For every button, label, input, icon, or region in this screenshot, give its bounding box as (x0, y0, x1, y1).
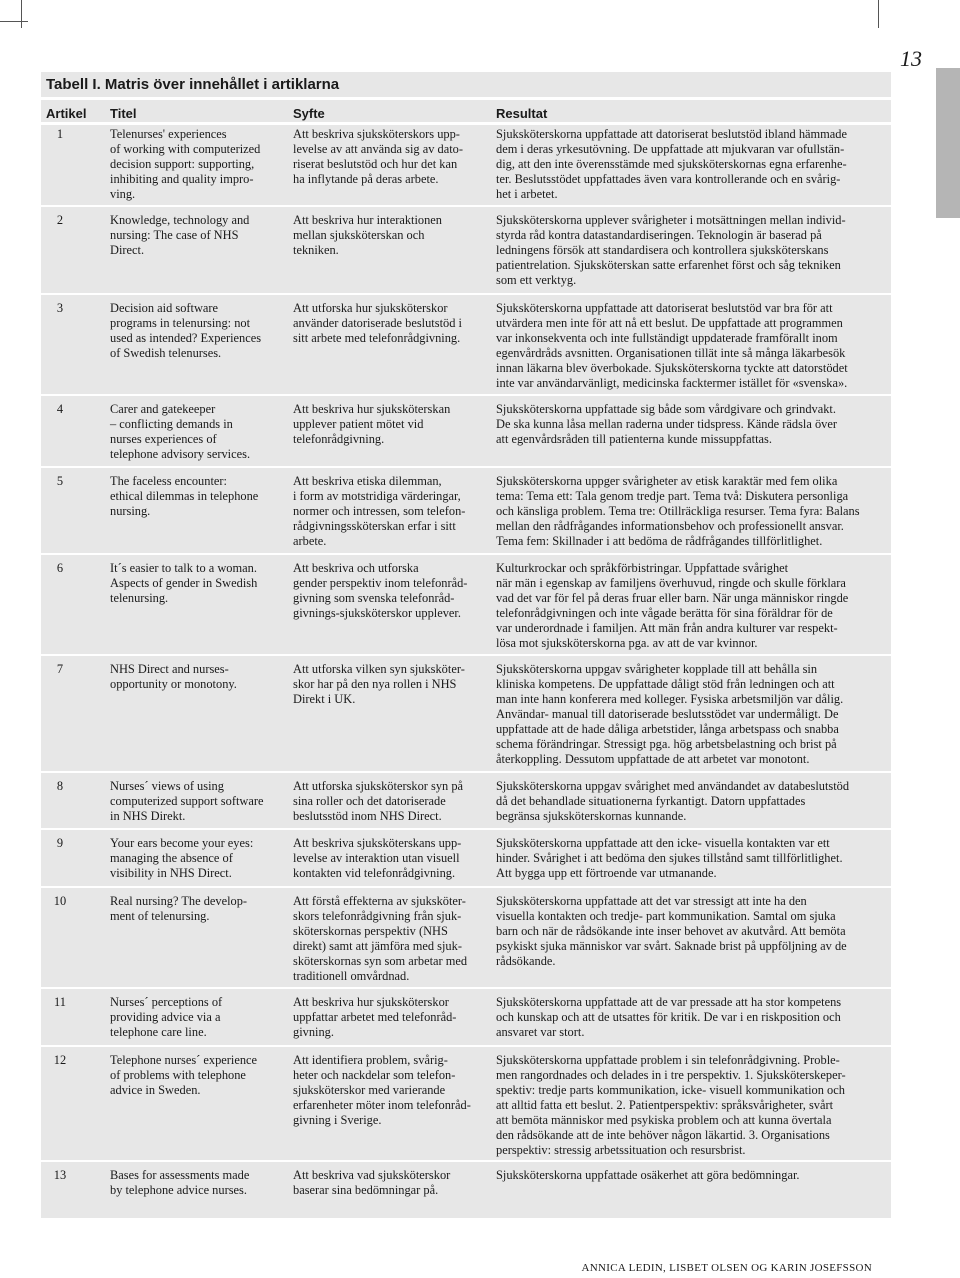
row-title: NHS Direct and nurses- opportunity or monotony. (110, 662, 237, 691)
row-syfte: Att beskriva sjuksköterskans upp- levelse av interaktion utan visuell kontakten vid telefonrådgivning. (293, 836, 462, 880)
row-syfte: Att beskriva vad sjuksköterskor baserar sina bedömningar på. (293, 1168, 451, 1197)
row-syfte: Att utforska vilken syn sjuksköter- skor har på den nya rollen i NHS Direkt i UK. (293, 662, 465, 706)
row-number: 12 (53, 1053, 67, 1067)
crop-mark-top (0, 21, 28, 22)
row-separator (41, 1160, 891, 1162)
row-title: Telephone nurses´ experience of problems with telephone advice in Sweden. (110, 1053, 258, 1097)
row-title: Nurses´ perceptions of providing advice via a telephone care line. (110, 995, 223, 1039)
row-separator (41, 466, 891, 468)
row-separator (41, 293, 891, 295)
row-resultat: Sjuksköterskorna uppfattade osäkerhet att göra bedömningar. (496, 1168, 800, 1182)
row-separator (41, 553, 891, 555)
crop-mark-right (878, 0, 879, 28)
row-separator (41, 205, 891, 207)
row-resultat: Kulturkrockar och språkförbistringar. Uppfattade svårighet när män i egenskap av familjens överhuvud, ringde och skulle förklara vad det var för fel på deras fruar eller barn. När unga människor ringde telefonrådgivningen och inte vågade berätta för sina föräldrar för de var underordnade i familjen. Att män från andra kulturer var respekt- lösa mot sjuksköterskorna pga. av att de var kvinnor. (496, 561, 849, 650)
row-title: Nurses´ views of using computerized support software in NHS Direkt. (110, 779, 264, 823)
row-number: 7 (56, 662, 64, 676)
row-number: 3 (56, 301, 64, 315)
row-title: The faceless encounter: ethical dilemmas in telephone nursing. (110, 474, 259, 518)
row-resultat: Sjuksköterskorna uppfattade att datoriserat beslutstöd var bra för att utvärdera men inte för att nå ett beslut. De uppfattade att programmen var inkonsekventa och inte fullständigt uppdaterade framförallt inom egenvårdråds avsnitten. Organisationen tillät inte så många läkarbesök innan läkarna blev överbokade. Sjuksköterskorna tyckte att datorstödet inte var användarvänligt, medicinska facktermer istället för «svenska». (496, 301, 848, 390)
row-title: It´s easier to talk to a woman. Aspects of gender in Swedish telenursing. (110, 561, 258, 605)
row-separator (41, 1045, 891, 1047)
row-number: 10 (53, 894, 67, 908)
header-resultat: Resultat (496, 106, 548, 121)
row-title: Bases for assessments made by telephone advice nurses. (110, 1168, 250, 1197)
row-syfte: Att identifiera problem, svårig- heter och nackdelar som telefon- sjuksköterskor med varierande erfarenheter möter inom telefonråd- givning i Sverige. (293, 1053, 471, 1127)
row-syfte: Att beskriva hur sjuksköterskor uppfattar arbetet med telefonråd- givning. (293, 995, 457, 1039)
row-title: Real nursing? The develop- ment of telenursing. (110, 894, 248, 923)
row-number: 13 (53, 1168, 67, 1182)
row-title: Your ears become your eyes: managing the absence of visibility in NHS Direct. (110, 836, 254, 880)
row-number: 4 (56, 402, 64, 416)
row-resultat: Sjuksköterskorna uppfattade att de var pressade att ha stor kompetens och kunskap och att de utsattes för kritik. De var i en riskposition och ansvaret var stort. (496, 995, 842, 1039)
header-artikel: Artikel (46, 106, 87, 121)
row-separator (41, 828, 891, 830)
row-separator (41, 771, 891, 773)
row-separator (41, 987, 891, 989)
table-title: Tabell I. Matris över innehållet i artiklarna (46, 76, 340, 93)
row-resultat: Sjuksköterskorna uppgav svårighet med användandet av databeslutstöd då det behandlade situationerna fyrkantigt. Datorn uppfattades begränsa sjuksköterskornas kunnande. (496, 779, 850, 823)
row-number: 11 (54, 995, 66, 1009)
row-title: Telenurses' experiences of working with computerized decision support: supporting, inhibiting and quality impro- ving. (110, 127, 261, 201)
row-title: Decision aid software programs in telenursing: not used as intended? Experiences of Swedish telenurses. (110, 301, 262, 360)
row-resultat: Sjuksköterskorna uppfattade sig både som vårdgivare och grindvakt. De ska kunna låsa mellan raderna under tidspress. Kände rädsla över att egenvårdsråden till patienterna kunde missuppfattas. (496, 402, 837, 446)
row-number: 9 (56, 836, 64, 850)
page-footer-authors: ANNICA LEDIN, LISBET OLSEN OG KARIN JOSEFSSON (581, 1262, 872, 1274)
row-resultat: Sjuksköterskorna upplever svårigheter i motsättningen mellan individ- styrda råd kontra datastandardiseringen. Teknologin är baserad på ledningens försök att standardisera och kontrollera sjuksköterskans patientrelation. Sjuksköterskan satte erfarenhet först och såg tekniken som ett verktyg. (496, 213, 846, 287)
row-resultat: Sjuksköterskorna uppfattade att den icke- visuella kontakten var ett hinder. Svårighet i att bedöma den sjukes tillstånd samt tillförlitlighet. Att bygga upp ett förtroende var utmanande. (496, 836, 843, 880)
header-syfte: Syfte (293, 106, 325, 121)
row-syfte: Att beskriva och utforska gender perspektiv inom telefonråd- givning som svenska telefonråd- givnings-sjuksköterskor upplever. (293, 561, 468, 620)
row-separator (41, 886, 891, 888)
row-title: Carer and gatekeeper – conflicting demands in nurses experiences of telephone advisory services. (110, 402, 251, 461)
crop-mark-left (21, 0, 22, 28)
row-syfte: Att förstå effekterna av sjuksköter- skors telefonrådgivning från sjuk- sköterskornas perspektiv (NHS direkt) samt att jämföra med sjuk- sköterskornas syn som arbetar med traditionell omvårdnad. (293, 894, 468, 983)
row-number: 2 (56, 213, 64, 227)
row-syfte: Att beskriva etiska dilemman, i form av motstridiga värderingar, normer och intressen, som telefon- rådgivningssköterskan erfar i sitt arbete. (293, 474, 466, 548)
row-title: Knowledge, technology and nursing: The case of NHS Direct. (110, 213, 250, 257)
row-number: 5 (56, 474, 64, 488)
row-syfte: Att utforska hur sjuksköterskor använder datoriserade beslutstöd i sitt arbete med telefonrådgivning. (293, 301, 462, 345)
row-syfte: Att beskriva sjuksköterskors upp- levelse av att använda sig av dato- riserat beslutstöd och hur det kan ha inflytande på deras arbete. (293, 127, 463, 186)
row-separator (41, 394, 891, 396)
header-titel: Titel (110, 106, 137, 121)
row-resultat: Sjuksköterskorna uppgav svårigheter kopplade till att behålla sin kliniska kompetens. De uppfattade dåligt stöd från ledningen och att man inte hann konferera med kolleger. Fysiska arbetsmiljön var dålig. Användar- manual till datoriserade beslutsstödet var undermåligt. De uppfattade att de hade dåliga arbetstider, långa arbetspass och snabba schema förändringar. Stressigt pga. hög arbetsbelastning och brist på återkoppling. Dessutom uppfattade de att arbetet var monotont. (496, 662, 844, 766)
row-number: 6 (56, 561, 64, 575)
row-syfte: Att utforska sjuksköterskor syn på sina roller och det datoriserade beslutsstöd inom NHS Direct. (293, 779, 464, 823)
row-resultat: Sjuksköterskorna uppfattade att datoriserat beslutstöd ibland hämmade dem i deras yrkesutövning. De uppfattade att mjukvaran var ofullstän- dig, att den inte överensstämde med sjuksköterskornas egna erfarenhe- ter. Beslutsstödet uppfattades även vara kontrollerande och en svårig- het i arbetet. (496, 127, 847, 201)
header-separator (41, 122, 891, 125)
row-resultat: Sjuksköterskorna uppfattade problem i sin telefonrådgivning. Proble- men rangordnades och delades in i tre perspektiv. 1. Sjuksköterskeper- spektiv: tredje parts kommunikation, icke- visuell kommunikation och att alltid fatta ett beslut. 2. Patientperspektiv: språksvårigheter, svårt att bemöta människor med psykiska problem och att kunna övertala den rådsökande att de inte behöver någon läkartid. 3. Organisations perspektiv: stressig arbetssituation och resursbrist. (496, 1053, 846, 1157)
row-number: 1 (56, 127, 64, 141)
title-separator (41, 97, 891, 100)
row-syfte: Att beskriva hur sjuksköterskan upplever patient mötet vid telefonrådgivning. (293, 402, 451, 446)
side-thumb-tab (936, 68, 960, 218)
row-resultat: Sjuksköterskorna uppfattade att det var stressigt att inte ha den visuella kontakten och tredje- part kommunikation. Samtal om sjuka barn och när de rådsökande inte inser behovet av akutvård. Att bemöta psykiskt sjuka människor var svårt. Saknade brist på uppföljning av de rådsökande. (496, 894, 847, 968)
page-number: 13 (900, 46, 922, 71)
row-syfte: Att beskriva hur interaktionen mellan sjuksköterskan och tekniken. (293, 213, 442, 257)
row-separator (41, 654, 891, 656)
row-resultat: Sjuksköterskorna uppger svårigheter av etisk karaktär med fem olika tema: Tema ett: Tala genom tredje part. Tema två: Diskutera personliga och känsliga problem. Tema tre: Otillräckliga resurser. Tema fyra: Balans mellan den rådfrågandes informationsbehov och professionellt ansvar. Tema fem: Skillnader i att bedöma de rådfrågandes tillförlitlighet. (496, 474, 860, 548)
row-number: 8 (56, 779, 64, 793)
